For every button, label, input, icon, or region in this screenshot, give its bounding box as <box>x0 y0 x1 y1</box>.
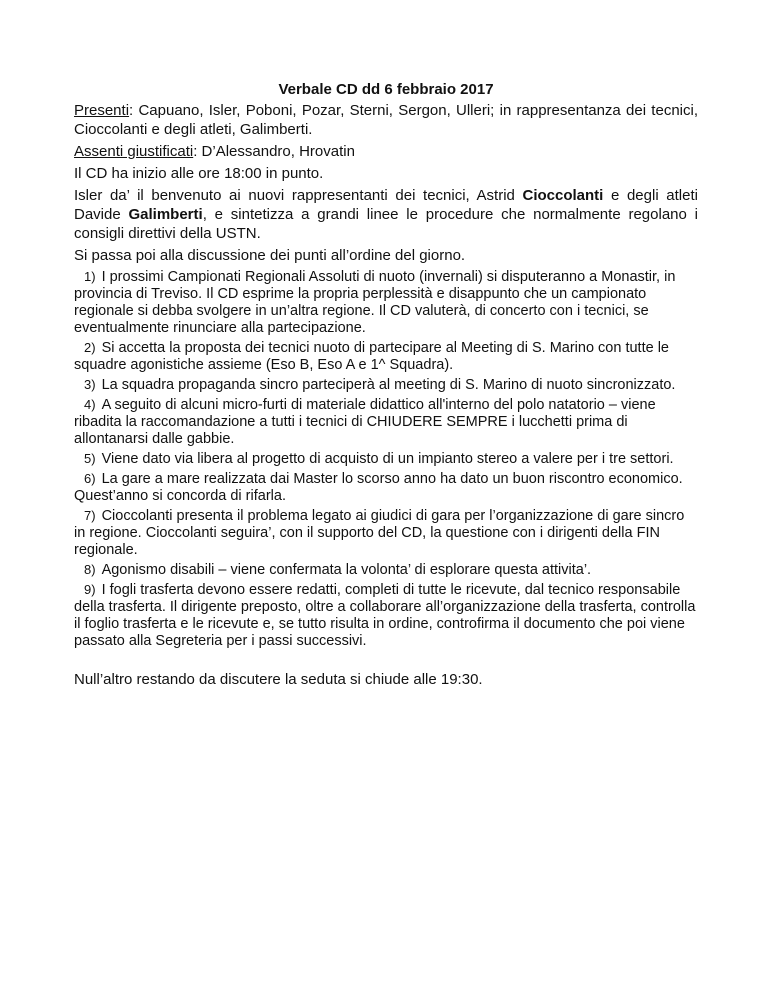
document-body <box>74 80 698 692</box>
agenda-item <box>74 339 698 374</box>
agenda-item-number: 2) <box>84 340 96 355</box>
agenda-item <box>74 507 698 559</box>
presenti-paragraph <box>74 101 698 139</box>
agenda-item <box>74 470 698 505</box>
agenda-item-text: La squadra propaganda sincro parteciperà al meeting di S. Marino di nuoto sincronizzato. <box>101 377 676 393</box>
agenda-item <box>74 561 698 579</box>
agenda-item <box>74 376 698 394</box>
agenda-item-text: Viene dato via libera al progetto di acquisto di un impianto stereo a valere per i tre settori. <box>101 451 674 467</box>
welcome-text-3: , e sintetizza a grandi linee le procedure che normalmente regolano i consigli direttivi della USTN. <box>74 206 698 242</box>
agenda-item <box>74 581 698 650</box>
assenti-label: Assenti giustificati <box>74 143 194 160</box>
presenti-text: : Capuano, Isler, Poboni, Pozar, Sterni, Sergon, Ulleri; in rappresentanza dei tecnici, Cioccolanti e degli atleti, Galimberti. <box>74 102 698 138</box>
agenda-item <box>74 268 698 337</box>
assenti-paragraph <box>74 142 698 161</box>
welcome-text-2: e degli atleti Davide <box>74 187 698 223</box>
agenda-item-number: 5) <box>84 451 96 466</box>
agenda-item-number: 6) <box>84 471 96 486</box>
agenda-item-number: 3) <box>84 377 96 392</box>
welcome-paragraph <box>74 186 698 243</box>
document-title: Verbale CD dd 6 febbraio 2017 <box>278 81 494 98</box>
agenda-intro: Si passa poi alla discussione dei punti all’ordine del giorno. <box>74 247 466 264</box>
closing-paragraph: Null’altro restando da discutere la seduta si chiude alle 19:30. <box>74 671 483 688</box>
agenda-item <box>74 450 698 468</box>
agenda-item-text: Si accetta la proposta dei tecnici nuoto di partecipare al Meeting di S. Marino con tutte le squadre agonistiche assieme (Eso B, Eso A e 1^ Squadra). <box>74 340 669 373</box>
agenda-list <box>74 268 698 650</box>
agenda-item-text: Agonismo disabili – viene confermata la volonta’ di esplorare questa attivita’. <box>101 562 592 578</box>
start-time-paragraph: Il CD ha inizio alle ore 18:00 in punto. <box>74 165 324 182</box>
welcome-name-cioccolanti: Cioccolanti <box>522 187 604 204</box>
agenda-item-number: 1) <box>84 269 96 284</box>
agenda-item-number: 7) <box>84 508 96 523</box>
agenda-item-text: La gare a mare realizzata dai Master lo scorso anno ha dato un buon riscontro economico. Quest’anno si concorda di rifarla. <box>74 471 683 504</box>
agenda-item-text: A seguito di alcuni micro-furti di materiale didattico all'interno del polo natatorio – viene ribadita la raccomandazione a tutti i tecnici di CHIUDERE SEMPRE i lucchetti prima di allontanarsi dalle gabbie. <box>74 397 656 447</box>
agenda-item-text: I prossimi Campionati Regionali Assoluti di nuoto (invernali) si disputeranno a Monastir, in provincia di Treviso. Il CD esprime la propria perplessità e disappunto che un campionato regionale si debba svolgere in un’altra regione. Il CD valuterà, di concerto con i tecnici, se eventualmente rinunciare alla partecipazione. <box>74 269 676 336</box>
presenti-label: Presenti <box>74 102 130 119</box>
agenda-item-number: 4) <box>84 397 96 412</box>
agenda-item-text: I fogli trasferta devono essere redatti, completi di tutte le ricevute, dal tecnico responsabile della trasferta. Il dirigente preposto, oltre a collaborare all’organizzazione della trasferta, controlla il foglio trasferta e le ricevute e, se tutto risulta in ordine, controfirma il documento che poi viene passato alla Segreteria per i passi successivi. <box>74 582 696 649</box>
assenti-text: : D’Alessandro, Hrovatin <box>193 143 355 160</box>
welcome-name-galimberti: Galimberti <box>128 206 203 223</box>
agenda-item-number: 9) <box>84 582 96 597</box>
agenda-item-text: Cioccolanti presenta il problema legato ai giudici di gara per l’organizzazione di gare sincro in regione. Cioccolanti seguira’, con il supporto del CD, la questione con i dirigenti della FIN regionale. <box>74 508 685 558</box>
agenda-item-number: 8) <box>84 562 96 577</box>
welcome-text-1: Isler da’ il benvenuto ai nuovi rappresentanti dei tecnici, Astrid <box>74 187 523 204</box>
agenda-item <box>74 396 698 448</box>
